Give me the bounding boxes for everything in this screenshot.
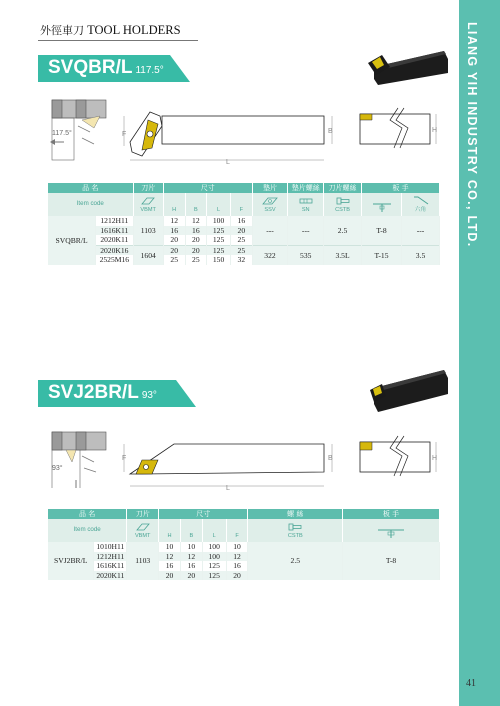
cell-b: 10 [180,542,202,552]
col-shim-code: SSV [252,193,288,216]
col-b: B [185,193,207,216]
cell-h: 16 [163,226,185,236]
page-title-zh: 外徑車刀 [40,24,84,37]
col-l: L [207,193,231,216]
col-group-shim-screw: 墊片螺絲 [288,183,324,193]
section-banner-svqbr [38,55,190,82]
col-group-insert: 刀片 [127,509,159,519]
item-code: 1212H11 [96,216,133,226]
col-group-screw: 螺 絲 [248,509,343,519]
table-body-svj2br [48,542,440,580]
cell-l: 125 [202,571,226,581]
page-title-en: TOOL HOLDERS [87,23,181,37]
col-shim-screw-code: SN [288,193,324,216]
table-row [48,245,440,255]
cell-b: 12 [180,552,202,562]
wrench-value: T-8 [361,216,401,245]
torx-wrench-icon [371,201,393,213]
item-code: 2020K11 [94,571,127,581]
wrench-value: T-8 [343,542,440,580]
item-code: 2525M16 [96,255,133,265]
section-angle-svj2br: 93° [141,390,157,401]
header-divider [38,40,198,41]
cell-f: 25 [230,245,252,255]
shim-value: 322 [252,245,288,265]
cell-l: 100 [202,552,226,562]
spec-table-svj2br [48,509,440,580]
table-row [48,216,440,226]
cell-f: 32 [230,255,252,265]
col-wrench-torx [343,519,440,542]
page-number: 41 [466,678,476,689]
col-wrench-torx [361,193,401,216]
company-name: LIANG YIH INDUSTRY CO., LTD. [465,22,479,248]
insert-screw-icon [336,197,350,205]
product-photo-svqbr [368,45,448,87]
col-group-insert: 刀片 [133,183,163,193]
dim-h-svqbr: H [432,127,438,134]
dim-f-svj2br: F [122,455,127,462]
angle-label-svj2br: 93° [52,465,63,472]
col-h: H [163,193,185,216]
insert-screw-icon [288,523,302,531]
cell-l: 125 [202,561,226,571]
cell-f: 16 [226,561,248,571]
col-screw-code: CSTB [248,519,343,542]
series-name: SVQBR/L [48,216,96,265]
table-body-svqbr [48,216,440,265]
cell-b: 20 [185,235,207,245]
cell-h: 20 [163,235,185,245]
col-f: F [226,519,248,542]
table-row [48,542,440,552]
cell-h: 20 [163,245,185,255]
cell-h: 25 [163,255,185,265]
cell-l: 150 [207,255,231,265]
col-l: L [202,519,226,542]
cell-h: 12 [163,216,185,226]
cell-b: 16 [180,561,202,571]
col-group-shim: 墊片 [252,183,288,193]
col-group-size: 尺寸 [163,183,252,193]
cell-b: 12 [185,216,207,226]
shim-screw-value: 535 [288,245,324,265]
hex-key-icon [412,195,430,205]
cell-l: 100 [207,216,231,226]
col-group-size: 尺寸 [159,509,248,519]
section-title-svj2br: SVJ2BR/L 93° [48,382,157,403]
product-photo-svj2br [368,366,448,414]
cell-l: 125 [207,245,231,255]
cell-h: 10 [159,542,181,552]
col-item-code: Item code [48,193,133,216]
cell-f: 25 [230,235,252,245]
cell-f: 10 [226,542,248,552]
col-f: F [230,193,252,216]
cell-b: 20 [180,571,202,581]
screw-value: 2.5 [324,216,362,245]
col-wrench-hex: 六角 [402,193,440,216]
insert-value: 1604 [133,245,163,265]
cell-b: 16 [185,226,207,236]
item-code: 2020K11 [96,235,133,245]
shim-value: --- [252,216,288,245]
screw-value: 2.5 [248,542,343,580]
cell-l: 125 [207,235,231,245]
hex-value: --- [402,216,440,245]
col-h: H [159,519,181,542]
dim-l-svj2br: L [226,485,230,492]
col-group-name: 品 名 [48,509,127,519]
vbmt-insert-icon [136,523,150,531]
technical-drawing-svj2br [38,428,450,494]
dim-f-svqbr: F [122,131,127,138]
item-code: 1616K11 [96,226,133,236]
cell-h: 12 [159,552,181,562]
col-group-wrench: 板 手 [343,509,440,519]
shim-icon [262,197,278,205]
col-b: B [180,519,202,542]
hex-value: 3.5 [402,245,440,265]
cell-f: 16 [230,216,252,226]
shim-screw-icon [299,197,313,205]
dim-h-svj2br: H [432,455,438,462]
col-item-code: Item code [48,519,127,542]
cell-h: 16 [159,561,181,571]
insert-value: 1103 [127,542,159,580]
cell-l: 100 [202,542,226,552]
cell-b: 25 [185,255,207,265]
wrench-value: T-15 [361,245,401,265]
dim-l-svqbr: L [226,159,230,166]
col-group-wrench: 板 手 [361,183,439,193]
vbmt-insert-icon [141,197,155,205]
page-title [40,22,181,38]
spec-table-svqbr [48,183,440,265]
screw-value: 3.5L [324,245,362,265]
cell-b: 20 [185,245,207,255]
section-title-svqbr: SVQBR/L 117.5° [48,57,164,78]
col-group-name: 品 名 [48,183,133,193]
torx-wrench-icon [376,527,406,539]
col-screw-code: CSTB [324,193,362,216]
angle-label-svqbr: 117.5° [52,130,72,137]
cell-f: 20 [230,226,252,236]
col-insert-code: VBMT [127,519,159,542]
section-angle-svqbr: 117.5° [135,65,164,76]
item-code: 2020K16 [96,245,133,255]
col-insert-code: VBMT [133,193,163,216]
item-code: 1212H11 [94,552,127,562]
cell-f: 20 [226,571,248,581]
technical-drawing-svqbr [38,98,450,168]
item-code: 1616K11 [94,561,127,571]
insert-value: 1103 [133,216,163,245]
col-group-insert-screw: 刀片螺絲 [324,183,362,193]
cell-f: 12 [226,552,248,562]
dim-b-svj2br: B [328,455,333,462]
section-banner-svj2br [38,380,196,407]
cell-h: 20 [159,571,181,581]
cell-l: 125 [207,226,231,236]
shim-screw-value: --- [288,216,324,245]
series-name: SVJ2BR/L [48,542,94,580]
item-code: 1010H11 [94,542,127,552]
dim-b-svqbr: B [328,128,333,135]
